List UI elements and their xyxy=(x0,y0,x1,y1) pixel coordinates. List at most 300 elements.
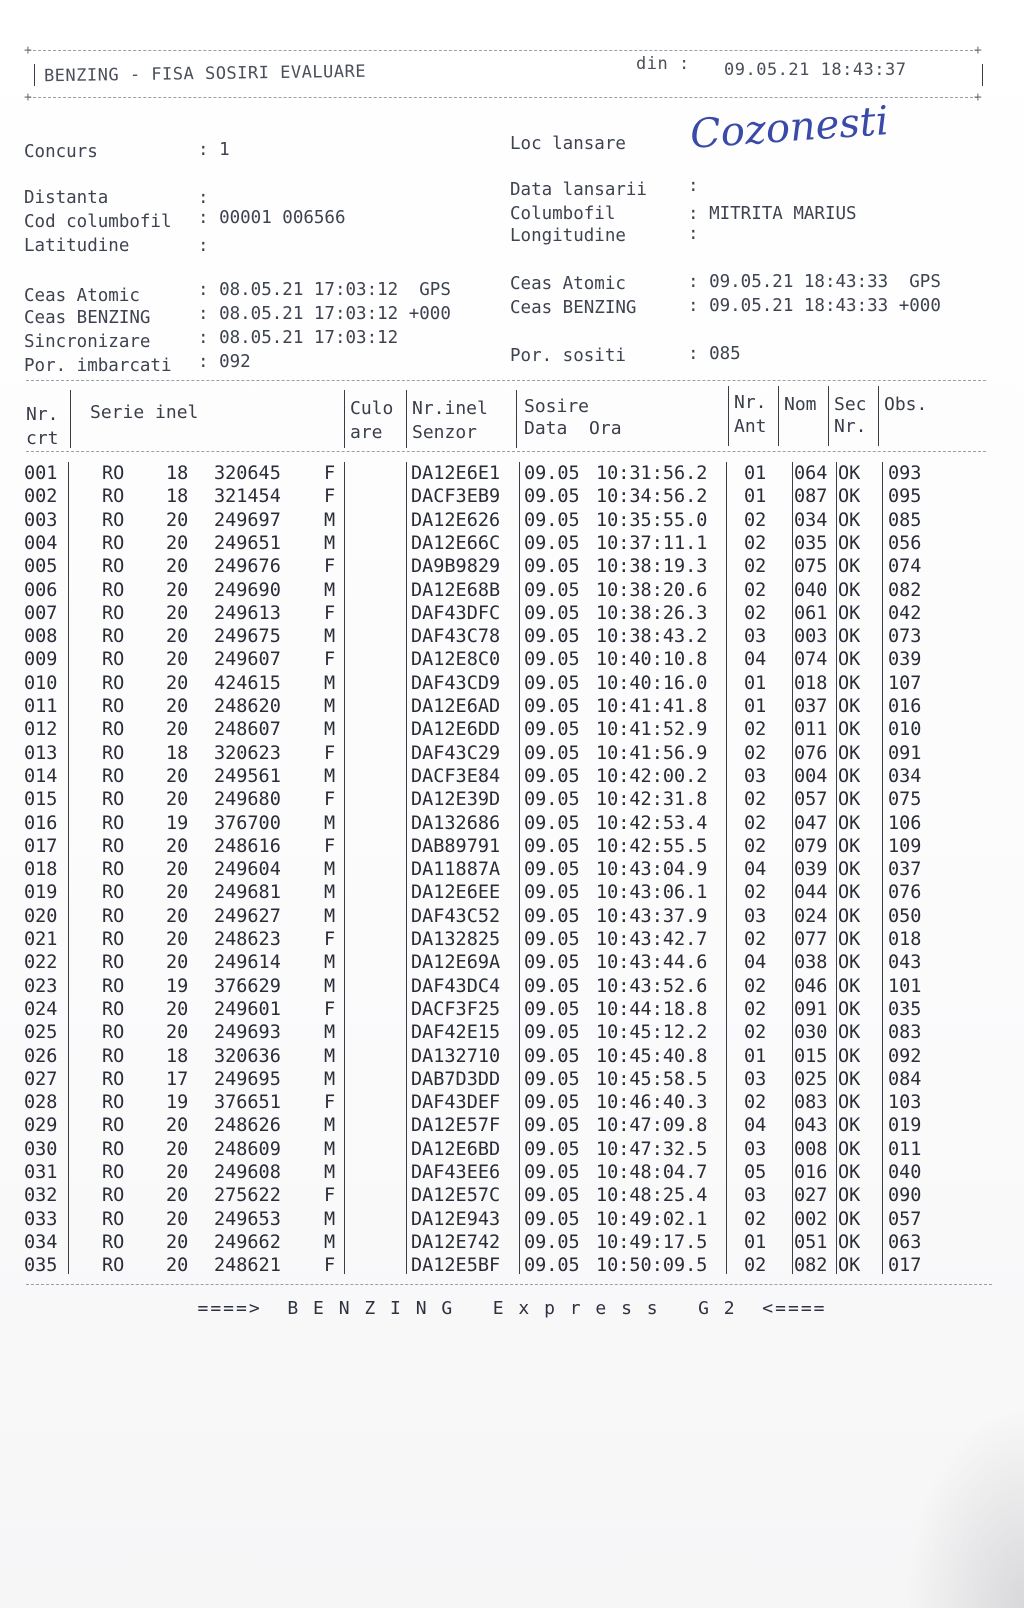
cell-sex: M xyxy=(324,1208,336,1230)
cell-sensor-ring: DA132825 xyxy=(411,929,501,950)
cell-year: 18 xyxy=(166,1045,189,1067)
cell-nom: 018 xyxy=(794,672,828,694)
cell-antenna: 02 xyxy=(744,835,767,857)
cell-sensor-ring: DAB89791 xyxy=(411,835,501,857)
cell-country: RO xyxy=(102,1231,125,1253)
col-sep xyxy=(778,386,779,446)
cell-sec: OK xyxy=(838,765,861,787)
col-header-nr-inel: Nr.inel xyxy=(412,398,488,419)
ceas-benzing-value: : 08.05.21 17:03:12 +000 xyxy=(198,304,451,324)
cell-arrival-date: 09.05 xyxy=(524,1208,580,1230)
cell-sensor-ring: DA12E6BD xyxy=(411,1138,501,1160)
table-row xyxy=(0,1231,1024,1254)
cell-arrival-time: 10:38:26.3 xyxy=(596,602,708,624)
cell-year: 20 xyxy=(166,649,189,671)
latitudine-value: : xyxy=(198,236,209,256)
cell-antenna: 03 xyxy=(744,626,767,648)
cell-nom: 075 xyxy=(794,556,828,578)
cell-arrival-date: 09.05 xyxy=(524,929,580,950)
cell-obs: 101 xyxy=(888,975,922,997)
table-row xyxy=(0,881,1024,904)
cell-sex: M xyxy=(324,509,336,531)
cell-sec: OK xyxy=(838,672,861,694)
cell-antenna: 04 xyxy=(744,952,767,974)
cell-sec: OK xyxy=(838,696,861,717)
cell-country: RO xyxy=(102,1208,125,1230)
cell-ring-number: 249675 xyxy=(214,626,281,648)
sincronizare-label: Sincronizare xyxy=(24,332,151,352)
cell-arrival-date: 09.05 xyxy=(524,602,580,624)
cell-nom: 051 xyxy=(794,1231,828,1253)
cell-arrival-date: 09.05 xyxy=(524,952,580,974)
cell-sex: F xyxy=(324,1092,336,1114)
cell-nom: 087 xyxy=(794,486,828,508)
cell-year: 17 xyxy=(166,1068,189,1090)
cell-antenna: 02 xyxy=(744,742,767,764)
cell-sec: OK xyxy=(838,1185,861,1207)
cell-country: RO xyxy=(102,649,125,671)
cell-nr-crt: 018 xyxy=(24,859,58,881)
cell-sec: OK xyxy=(838,905,861,927)
cell-sensor-ring: DA12E69A xyxy=(411,952,501,974)
cell-sec: OK xyxy=(838,463,861,484)
distanta-label: Distanta xyxy=(24,188,109,208)
por-sositi-value: : 085 xyxy=(688,344,741,364)
cell-country: RO xyxy=(102,696,125,717)
cell-sensor-ring: DA12E742 xyxy=(411,1231,501,1253)
cell-nr-crt: 026 xyxy=(24,1045,58,1067)
cell-sex: F xyxy=(324,929,336,950)
table-row xyxy=(0,765,1024,788)
col-header-sosire: Sosire xyxy=(524,396,590,417)
ceas-atomic-value: : 08.05.21 17:03:12 GPS xyxy=(198,280,451,300)
ceas-benzing-arrival-label: Ceas BENZING xyxy=(510,298,637,318)
cell-ring-number: 249608 xyxy=(214,1162,281,1183)
cell-obs: 011 xyxy=(888,1138,922,1160)
cell-nom: 038 xyxy=(794,952,828,974)
table-row xyxy=(0,555,1024,578)
table-row xyxy=(0,672,1024,695)
col-header-obs: Obs. xyxy=(884,394,928,415)
cell-sensor-ring: DA12E39D xyxy=(411,789,501,811)
cell-year: 20 xyxy=(166,602,189,624)
cell-antenna: 04 xyxy=(744,1115,767,1137)
col-header-senzor: Senzor xyxy=(412,422,478,443)
cell-arrival-time: 10:40:16.0 xyxy=(596,672,708,694)
cell-arrival-date: 09.05 xyxy=(524,1115,580,1137)
cell-sec: OK xyxy=(838,882,861,904)
cell-sec: OK xyxy=(838,812,861,834)
cell-country: RO xyxy=(102,719,125,741)
cell-year: 20 xyxy=(166,1185,189,1207)
cell-country: RO xyxy=(102,929,125,950)
cell-sensor-ring: DAF42E15 xyxy=(411,1022,501,1044)
cell-year: 20 xyxy=(166,672,189,694)
cell-sex: F xyxy=(324,998,336,1020)
cell-sensor-ring: DA12E943 xyxy=(411,1208,501,1230)
cell-arrival-time: 10:41:56.9 xyxy=(596,742,708,764)
cell-antenna: 02 xyxy=(744,719,767,741)
cell-nr-crt: 028 xyxy=(24,1092,58,1114)
cell-sensor-ring: DA12E6DD xyxy=(411,719,501,741)
cell-arrival-date: 09.05 xyxy=(524,532,580,554)
col-header-sec-nr: Nr. xyxy=(834,416,867,437)
cell-antenna: 01 xyxy=(744,696,767,717)
table-row xyxy=(0,975,1024,998)
cell-sensor-ring: DAF43DEF xyxy=(411,1092,501,1114)
cell-sensor-ring: DA9B9829 xyxy=(411,556,501,578)
columbofil-value: : MITRITA MARIUS xyxy=(688,204,857,224)
col-sep xyxy=(70,390,71,448)
cell-obs: 063 xyxy=(888,1231,922,1253)
cell-obs: 085 xyxy=(888,509,922,531)
cell-nom: 027 xyxy=(794,1185,828,1207)
col-header-serie-inel: Serie inel xyxy=(90,402,199,423)
cell-antenna: 02 xyxy=(744,929,767,950)
cell-antenna: 05 xyxy=(744,1162,767,1183)
cell-year: 20 xyxy=(166,1138,189,1160)
cell-sex: F xyxy=(324,486,336,508)
table-row xyxy=(0,1184,1024,1207)
cell-obs: 091 xyxy=(888,742,922,764)
cell-nr-crt: 027 xyxy=(24,1068,58,1090)
cell-obs: 018 xyxy=(888,929,922,950)
title-bottom-rule xyxy=(28,97,978,98)
cell-ring-number: 249561 xyxy=(214,765,281,787)
cell-nr-crt: 011 xyxy=(24,696,58,717)
cell-ring-number: 320645 xyxy=(214,463,281,484)
cell-country: RO xyxy=(102,463,125,484)
corner-mark: + xyxy=(24,43,32,58)
cell-sec: OK xyxy=(838,835,861,857)
cell-nom: 077 xyxy=(794,929,828,950)
cell-nr-crt: 020 xyxy=(24,905,58,927)
cell-nom: 011 xyxy=(794,719,828,741)
cell-year: 20 xyxy=(166,1115,189,1137)
cell-arrival-time: 10:40:10.8 xyxy=(596,649,708,671)
cell-year: 20 xyxy=(166,765,189,787)
cell-ring-number: 376651 xyxy=(214,1092,281,1114)
cell-year: 20 xyxy=(166,509,189,531)
cell-antenna: 02 xyxy=(744,1092,767,1114)
cell-arrival-date: 09.05 xyxy=(524,882,580,904)
cell-nom: 057 xyxy=(794,789,828,811)
cell-nr-crt: 031 xyxy=(24,1162,58,1183)
cell-sec: OK xyxy=(838,975,861,997)
cell-sensor-ring: DAF43C52 xyxy=(411,905,501,927)
cell-sensor-ring: DA12E6EE xyxy=(411,882,501,904)
cell-country: RO xyxy=(102,859,125,881)
cell-sex: M xyxy=(324,1231,336,1253)
table-row xyxy=(0,1068,1024,1091)
cell-ring-number: 248616 xyxy=(214,835,281,857)
cell-nr-crt: 034 xyxy=(24,1231,58,1253)
cell-arrival-time: 10:50:09.5 xyxy=(596,1255,708,1277)
cell-sex: M xyxy=(324,1068,336,1090)
concurs-value: : 1 xyxy=(198,140,230,160)
cell-nr-crt: 001 xyxy=(24,463,58,484)
table-row xyxy=(0,579,1024,602)
sincronizare-value: : 08.05.21 17:03:12 xyxy=(198,328,399,348)
cell-antenna: 03 xyxy=(744,1138,767,1160)
table-row xyxy=(0,998,1024,1021)
cell-arrival-date: 09.05 xyxy=(524,1255,580,1277)
cell-ring-number: 376700 xyxy=(214,812,281,834)
cell-arrival-date: 09.05 xyxy=(524,859,580,881)
cell-nom: 034 xyxy=(794,509,828,531)
cell-arrival-time: 10:37:11.1 xyxy=(596,532,708,554)
cell-year: 20 xyxy=(166,789,189,811)
cell-year: 20 xyxy=(166,556,189,578)
cell-sec: OK xyxy=(838,602,861,624)
cell-nr-crt: 008 xyxy=(24,626,58,648)
cell-arrival-date: 09.05 xyxy=(524,812,580,834)
cell-country: RO xyxy=(102,1255,125,1277)
cell-country: RO xyxy=(102,1045,125,1067)
cell-country: RO xyxy=(102,998,125,1020)
cell-arrival-time: 10:42:53.4 xyxy=(596,812,708,834)
cell-ring-number: 320636 xyxy=(214,1045,281,1067)
table-row xyxy=(0,788,1024,811)
cell-country: RO xyxy=(102,1138,125,1160)
cell-sensor-ring: DA132686 xyxy=(411,812,501,834)
cell-arrival-time: 10:47:32.5 xyxy=(596,1138,708,1160)
cell-antenna: 01 xyxy=(744,486,767,508)
cell-obs: 083 xyxy=(888,1022,922,1044)
cell-nom: 024 xyxy=(794,905,828,927)
cell-nr-crt: 007 xyxy=(24,602,58,624)
cell-antenna: 02 xyxy=(744,998,767,1020)
cell-sensor-ring: DA12E8C0 xyxy=(411,649,501,671)
table-row xyxy=(0,1254,1024,1277)
table-row xyxy=(0,858,1024,881)
cell-nom: 061 xyxy=(794,602,828,624)
cell-arrival-time: 10:44:18.8 xyxy=(596,998,708,1020)
cell-arrival-date: 09.05 xyxy=(524,1068,580,1090)
cell-arrival-time: 10:38:43.2 xyxy=(596,626,708,648)
cell-year: 20 xyxy=(166,579,189,601)
cell-country: RO xyxy=(102,1092,125,1114)
date-value: 09.05.21 18:43:37 xyxy=(724,60,907,80)
cell-sensor-ring: DA12E57F xyxy=(411,1115,501,1137)
table-row xyxy=(0,695,1024,718)
cell-ring-number: 249604 xyxy=(214,859,281,881)
cell-country: RO xyxy=(102,975,125,997)
cell-nr-crt: 003 xyxy=(24,509,58,531)
col-header-crt: crt xyxy=(26,428,59,449)
cell-nr-crt: 013 xyxy=(24,742,58,764)
cell-nr-crt: 035 xyxy=(24,1255,58,1277)
cell-arrival-time: 10:31:56.2 xyxy=(596,463,708,484)
cell-year: 19 xyxy=(166,1092,189,1114)
cell-arrival-time: 10:38:19.3 xyxy=(596,556,708,578)
cell-obs: 039 xyxy=(888,649,922,671)
cell-nr-crt: 023 xyxy=(24,975,58,997)
cell-year: 20 xyxy=(166,1208,189,1230)
col-header-nr-ant: Nr. xyxy=(734,392,767,413)
cell-nom: 025 xyxy=(794,1068,828,1090)
cell-arrival-date: 09.05 xyxy=(524,835,580,857)
col-header-nom: Nom xyxy=(784,394,817,415)
cell-nr-crt: 015 xyxy=(24,789,58,811)
cell-arrival-date: 09.05 xyxy=(524,975,580,997)
cell-nom: 076 xyxy=(794,742,828,764)
table-row xyxy=(0,1208,1024,1231)
cell-ring-number: 275622 xyxy=(214,1185,281,1207)
table-row xyxy=(0,742,1024,765)
cell-sex: M xyxy=(324,532,336,554)
cell-antenna: 04 xyxy=(744,859,767,881)
cell-sec: OK xyxy=(838,1255,861,1277)
cell-nom: 091 xyxy=(794,998,828,1020)
cell-ring-number: 248620 xyxy=(214,696,281,717)
cell-obs: 042 xyxy=(888,602,922,624)
cell-antenna: 02 xyxy=(744,1255,767,1277)
cell-sec: OK xyxy=(838,1092,861,1114)
table-row xyxy=(0,509,1024,532)
cell-antenna: 02 xyxy=(744,532,767,554)
cell-antenna: 02 xyxy=(744,812,767,834)
cell-arrival-date: 09.05 xyxy=(524,905,580,927)
cell-sec: OK xyxy=(838,579,861,601)
cell-nom: 030 xyxy=(794,1022,828,1044)
table-row xyxy=(0,1138,1024,1161)
cell-obs: 040 xyxy=(888,1162,922,1183)
ceas-benzing-label: Ceas BENZING xyxy=(24,308,151,328)
cell-sex: M xyxy=(324,1022,336,1044)
loc-lansare-handwritten: Cozonesti xyxy=(688,98,891,158)
table-row xyxy=(0,905,1024,928)
cell-nr-crt: 029 xyxy=(24,1115,58,1137)
title-top-rule xyxy=(28,50,978,51)
cell-year: 18 xyxy=(166,742,189,764)
cell-sensor-ring: DACF3EB9 xyxy=(411,486,501,508)
cell-year: 20 xyxy=(166,882,189,904)
cell-arrival-date: 09.05 xyxy=(524,1092,580,1114)
cell-sex: F xyxy=(324,835,336,857)
cell-sex: F xyxy=(324,649,336,671)
cell-antenna: 01 xyxy=(744,672,767,694)
cell-sec: OK xyxy=(838,1045,861,1067)
table-row xyxy=(0,928,1024,951)
cell-country: RO xyxy=(102,882,125,904)
cell-arrival-date: 09.05 xyxy=(524,626,580,648)
cell-sec: OK xyxy=(838,532,861,554)
table-top-rule xyxy=(26,380,986,381)
cell-sec: OK xyxy=(838,719,861,741)
table-row xyxy=(0,648,1024,671)
corner-mark: + xyxy=(24,90,32,105)
cell-ring-number: 249651 xyxy=(214,532,281,554)
cell-ring-number: 249695 xyxy=(214,1068,281,1090)
cell-nom: 039 xyxy=(794,859,828,881)
col-header-data-ora: Data Ora xyxy=(524,418,622,439)
col-sep xyxy=(406,390,407,448)
cell-sex: F xyxy=(324,556,336,578)
columbofil-label: Columbofil xyxy=(510,204,616,224)
cell-sex: M xyxy=(324,859,336,881)
cell-sensor-ring: DACF3E84 xyxy=(411,765,501,787)
cell-nr-crt: 012 xyxy=(24,719,58,741)
col-sep xyxy=(878,386,879,446)
cell-antenna: 03 xyxy=(744,905,767,927)
cell-sex: M xyxy=(324,882,336,904)
table-row xyxy=(0,602,1024,625)
cell-sensor-ring: DAB7D3DD xyxy=(411,1068,501,1090)
cell-ring-number: 320623 xyxy=(214,742,281,764)
cell-obs: 074 xyxy=(888,556,922,578)
cell-antenna: 02 xyxy=(744,882,767,904)
loc-lansare-label: Loc lansare xyxy=(510,134,626,154)
cell-arrival-time: 10:48:25.4 xyxy=(596,1185,708,1207)
cell-antenna: 01 xyxy=(744,1045,767,1067)
cell-antenna: 04 xyxy=(744,649,767,671)
cell-obs: 076 xyxy=(888,882,922,904)
col-sep xyxy=(516,390,517,448)
cell-year: 20 xyxy=(166,719,189,741)
cell-arrival-time: 10:34:56.2 xyxy=(596,486,708,508)
cell-obs: 084 xyxy=(888,1068,922,1090)
cell-sec: OK xyxy=(838,1162,861,1183)
concurs-label: Concurs xyxy=(24,142,98,162)
cell-arrival-time: 10:43:42.7 xyxy=(596,929,708,950)
cell-obs: 082 xyxy=(888,579,922,601)
cell-antenna: 01 xyxy=(744,1231,767,1253)
cell-country: RO xyxy=(102,835,125,857)
cell-ring-number: 249627 xyxy=(214,905,281,927)
cell-year: 20 xyxy=(166,1022,189,1044)
cell-ring-number: 249693 xyxy=(214,1022,281,1044)
col-sep xyxy=(828,386,829,446)
cell-nr-crt: 002 xyxy=(24,486,58,508)
cell-sex: M xyxy=(324,626,336,648)
cell-antenna: 02 xyxy=(744,1022,767,1044)
cell-nr-crt: 021 xyxy=(24,929,58,950)
cell-country: RO xyxy=(102,486,125,508)
cell-obs: 016 xyxy=(888,696,922,717)
cell-nom: 035 xyxy=(794,532,828,554)
col-sep xyxy=(728,386,729,446)
table-row xyxy=(0,951,1024,974)
cell-sec: OK xyxy=(838,998,861,1020)
cell-antenna: 01 xyxy=(744,463,767,484)
cell-sex: M xyxy=(324,1162,336,1183)
cell-nom: 046 xyxy=(794,975,828,997)
cell-sec: OK xyxy=(838,626,861,648)
cell-obs: 057 xyxy=(888,1208,922,1230)
cell-ring-number: 376629 xyxy=(214,975,281,997)
cell-sec: OK xyxy=(838,509,861,531)
cell-antenna: 03 xyxy=(744,765,767,787)
cell-sensor-ring: DAF43C78 xyxy=(411,626,501,648)
corner-mark: + xyxy=(974,43,982,58)
cell-arrival-time: 10:35:55.0 xyxy=(596,509,708,531)
cell-nr-crt: 024 xyxy=(24,998,58,1020)
cell-country: RO xyxy=(102,812,125,834)
cell-nr-crt: 009 xyxy=(24,649,58,671)
cell-country: RO xyxy=(102,602,125,624)
cell-year: 20 xyxy=(166,929,189,950)
cell-sex: M xyxy=(324,696,336,717)
cell-sex: M xyxy=(324,952,336,974)
cell-sec: OK xyxy=(838,789,861,811)
cell-country: RO xyxy=(102,626,125,648)
cell-ring-number: 321454 xyxy=(214,486,281,508)
cell-sex: F xyxy=(324,1255,336,1277)
cell-sec: OK xyxy=(838,1115,861,1137)
cell-nom: 037 xyxy=(794,696,828,717)
col-sep xyxy=(344,390,345,448)
